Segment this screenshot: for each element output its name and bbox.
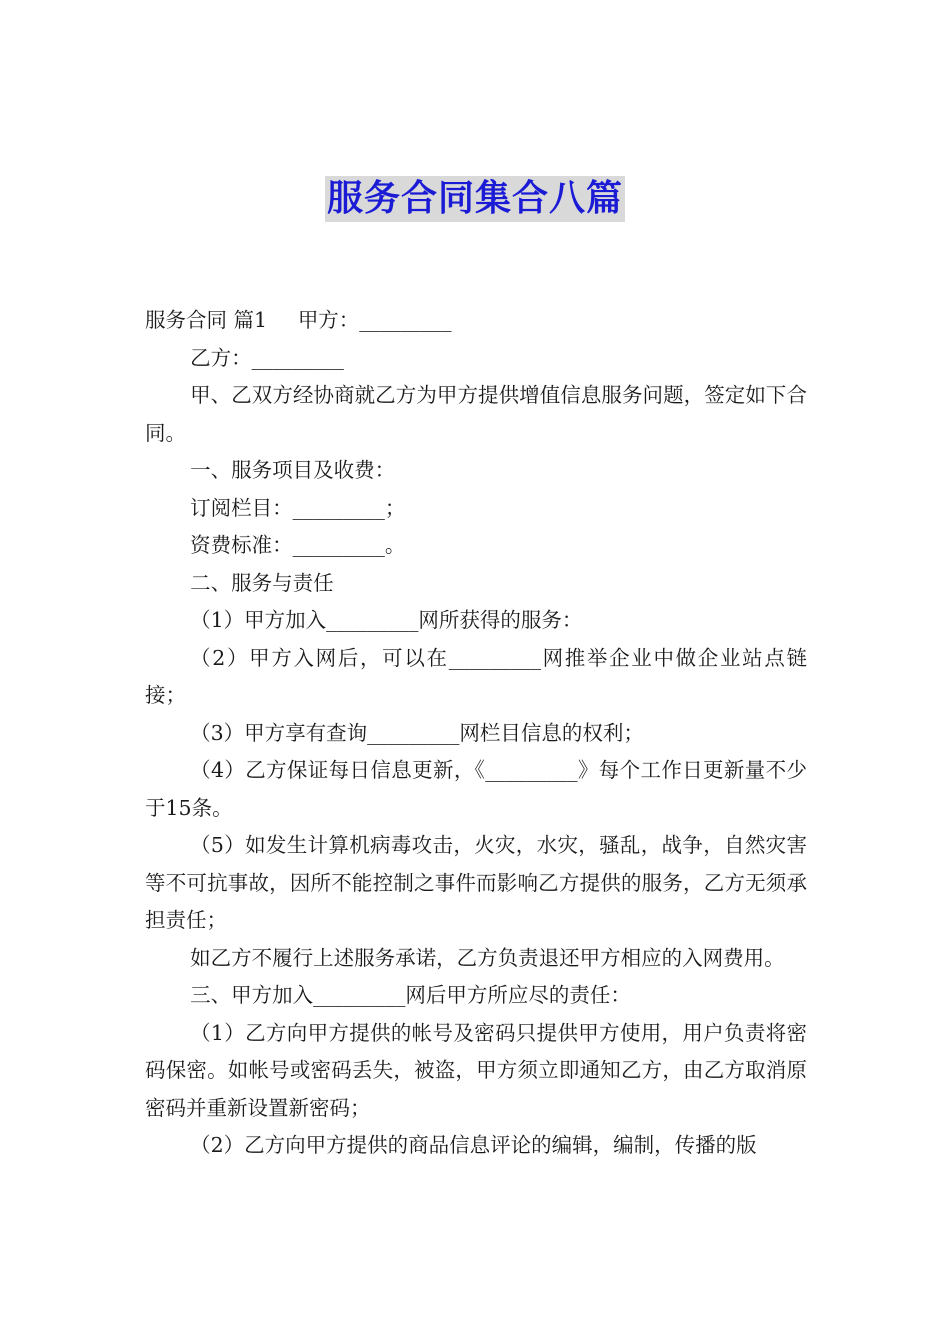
paragraph: （1）甲方加入_________网所获得的服务：: [190, 608, 583, 632]
document-body: [145, 302, 807, 1165]
paragraph: 乙方：_________: [190, 345, 344, 370]
paragraph: 二、服务与责任: [190, 570, 334, 595]
paragraph: 甲、乙双方经协商就乙方为甲方提供增值信息服务问题，签定如下合同。: [145, 383, 807, 445]
title-container: [0, 176, 950, 222]
document-title: 服务合同集合八篇: [325, 176, 625, 222]
paragraph: 订阅栏目：_________；: [190, 495, 406, 520]
paragraph: （2）甲方入网后，可以在_________网推举企业中做企业站点链接；: [145, 645, 807, 707]
party-a-field: 甲方：_________: [297, 308, 452, 332]
paragraph: （4）乙方保证每日信息更新，《_________》每个工作日更新量不少于15条。: [145, 758, 807, 820]
section-label: 服务合同 篇1: [145, 308, 268, 332]
paragraph: （5）如发生计算机病毒攻击，火灾，水灾，骚乱，战争，自然灾害等不可抗事故，因所不能控制之事件而影响乙方提供的服务，乙方无须承担责任；: [145, 833, 807, 932]
paragraph-heading: [145, 302, 807, 340]
paragraph: （3）甲方享有查询_________网栏目信息的权利；: [190, 720, 644, 745]
paragraph: 如乙方不履行上述服务承诺，乙方负责退还甲方相应的入网费用。: [190, 945, 785, 970]
paragraph: 资费标准：_________。: [190, 533, 406, 557]
paragraph: （1）乙方向甲方提供的帐号及密码只提供甲方使用，用户负责将密码保密。如帐号或密码丢失，被盗，甲方须立即通知乙方，由乙方取消原密码并重新设置新密码；: [145, 1020, 807, 1120]
paragraph: 三、甲方加入_________网后甲方所应尽的责任：: [190, 983, 631, 1007]
paragraph: （2）乙方向甲方提供的商品信息评论的编辑，编制，传播的版: [190, 1133, 757, 1157]
paragraph: 一、服务项目及收费：: [190, 458, 396, 482]
